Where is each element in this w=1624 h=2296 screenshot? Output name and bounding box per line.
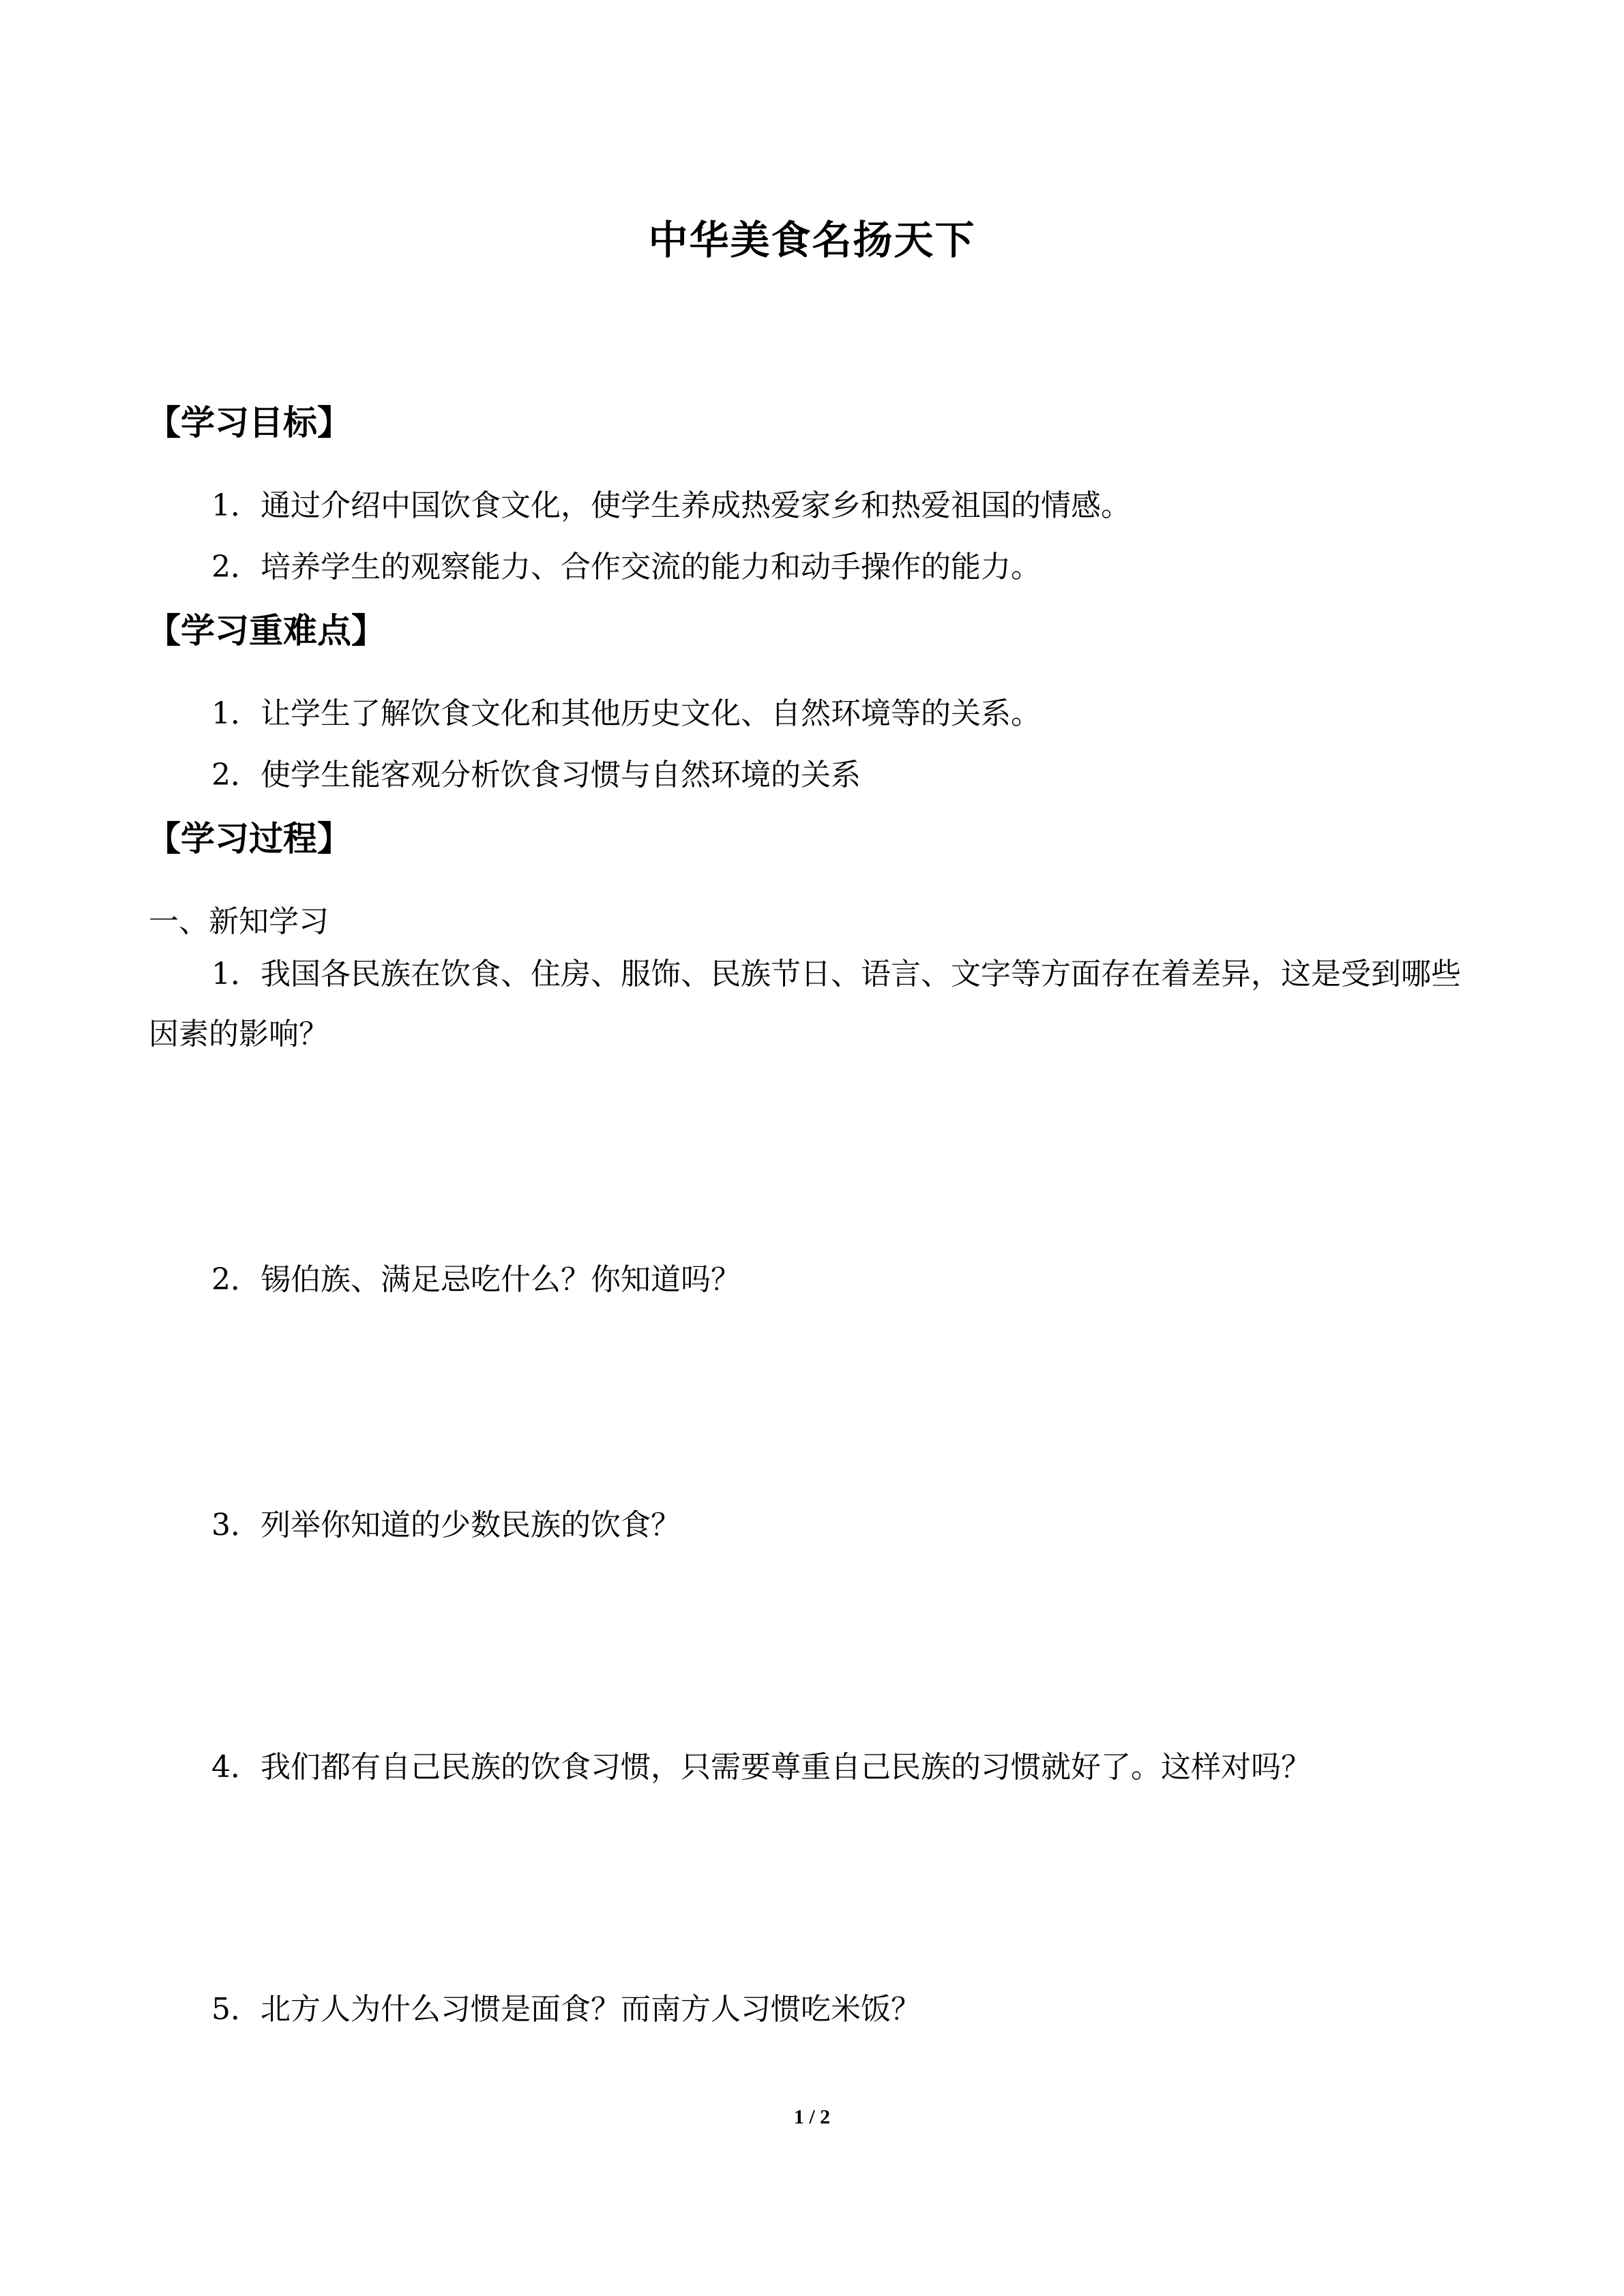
question-5: 5．北方人为什么习惯是面食？而南方人习惯吃米饭？ <box>211 1992 921 2027</box>
document-title: 中华美食名扬天下 <box>648 217 976 263</box>
question-1: 1．我国各民族在饮食、住房、服饰、民族节日、语言、文字等方面存在着差异，这是受到哪些因素的影响？ <box>149 957 1461 1052</box>
page-number: 1 / 2 <box>793 2106 831 2128</box>
objective-item-1: 1．通过介绍中国饮食文化，使学生养成热爱家乡和热爱祖国的情感。 <box>211 488 1131 523</box>
section-heading-objectives: 【学习目标】 <box>147 402 351 443</box>
question-3: 3．列举你知道的少数民族的饮食？ <box>211 1508 681 1542</box>
subsection-heading-new-knowledge: 一、新知学习 <box>149 904 329 939</box>
key-point-item-1: 1．让学生了解饮食文化和其他历史文化、自然环境等的关系。 <box>211 696 1041 731</box>
section-heading-process: 【学习过程】 <box>147 818 351 859</box>
objective-item-2: 2．培养学生的观察能力、合作交流的能力和动手操作的能力。 <box>211 550 1041 584</box>
key-point-item-2: 2．使学生能客观分析饮食习惯与自然环境的关系 <box>211 758 861 792</box>
section-heading-key-points: 【学习重难点】 <box>147 610 385 651</box>
question-2: 2．锡伯族、满足忌吃什么？你知道吗？ <box>211 1262 741 1297</box>
question-4: 4．我们都有自己民族的饮食习惯，只需要尊重自己民族的习惯就好了。这样对吗？ <box>211 1750 1311 1785</box>
